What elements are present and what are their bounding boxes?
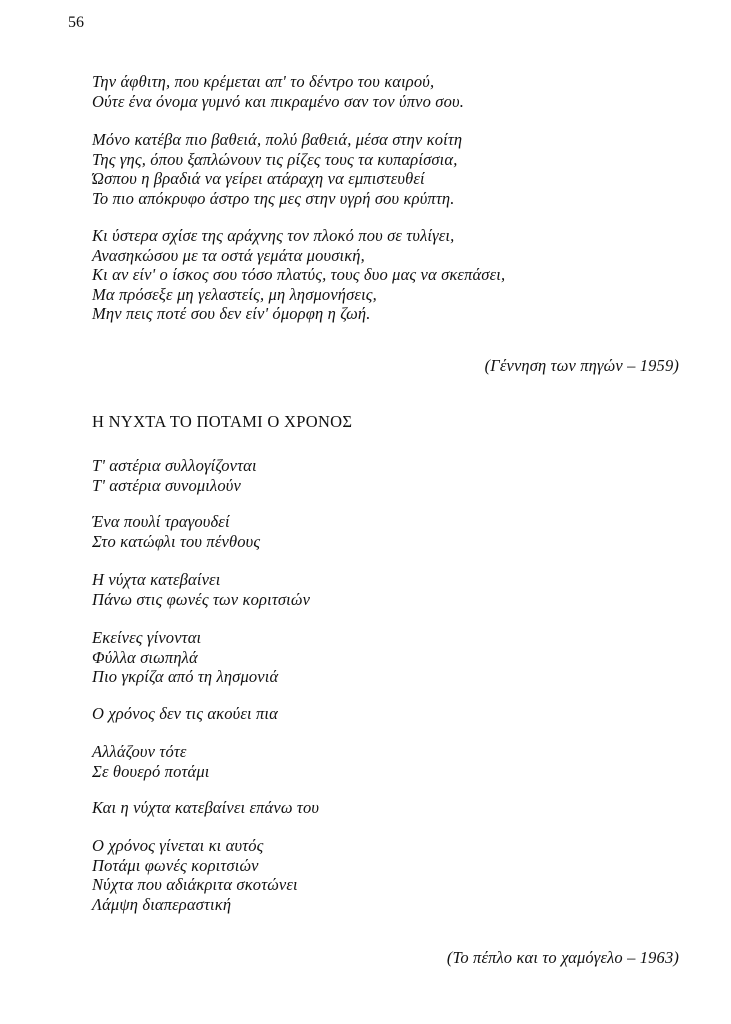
poem-line: Πιο γκρίζα από τη λησμονιά	[92, 667, 279, 686]
poem-line: Ποτάμι φωνές κοριτσιών	[92, 855, 259, 875]
poem-line: Και η νύχτα κατεβαίνει επάνω του	[92, 798, 320, 817]
poem-line: Σε θουερό ποτάμι	[92, 761, 210, 781]
poem1-stanza-3	[92, 226, 505, 324]
poem2-stanza-2	[92, 512, 260, 551]
poem1-stanza-2	[92, 130, 462, 208]
poem-line: Την άφθιτη, που κρέμεται απ' το δέντρο του καιρού,	[92, 72, 435, 91]
poem-line: Πάνω στις φωνές των κοριτσιών	[92, 589, 311, 609]
poem2-stanza-5	[92, 704, 278, 724]
poem-line: Νύχτα που αδιάκριτα σκοτώνει	[92, 875, 298, 894]
poem-line: Κι ύστερα σχίσε της αράχνης τον πλοκό που σε τυλίγει,	[92, 226, 455, 245]
page-number: 56	[68, 14, 84, 31]
poem-line: Ώσπου η βραδιά να γείρει ατάραχη να εμπιστευθεί	[92, 169, 425, 188]
poem-line: Τ' αστέρια συλλογίζονται	[92, 456, 257, 475]
poem2-stanza-1	[92, 456, 257, 495]
poem-line: Η νύχτα κατεβαίνει	[92, 570, 221, 589]
poem2-stanza-6	[92, 742, 210, 781]
poem-line: Ένα πουλί τραγουδεί	[92, 512, 230, 531]
poem-line: Ούτε ένα όνομα γυμνό και πικραμένο σαν τον ύπνο σου.	[92, 91, 464, 111]
poem-line: Στο κατώφλι του πένθους	[92, 531, 261, 551]
poem2-stanza-4	[92, 628, 278, 687]
poem-line: Μα πρόσεξε μη γελαστείς, μη λησμονήσεις,	[92, 284, 377, 304]
poem-line: Εκείνες γίνονται	[92, 628, 202, 647]
poem-line: Ο χρόνος γίνεται κι αυτός	[92, 836, 264, 855]
poem1-attribution: (Γέννηση των πηγών – 1959)	[484, 356, 679, 375]
poem2-stanza-7	[92, 798, 319, 818]
poem-line: Φύλλα σιωπηλά	[92, 647, 198, 667]
poem2-stanza-8	[92, 836, 298, 914]
poem-line: Ανασηκώσου με τα οστά γεμάτα μουσική,	[92, 245, 365, 265]
poem2-attribution: (Το πέπλο και το χαμόγελο – 1963)	[446, 948, 679, 967]
poem-title: Η ΝΥΧΤΑ ΤΟ ΠΟΤΑΜΙ Ο ΧΡΟΝΟΣ	[92, 412, 353, 431]
poem-line: Το πιο απόκρυφο άστρο της μες στην υγρή σου κρύπτη.	[92, 188, 455, 208]
poem-line: Λάμψη διαπεραστική	[92, 894, 232, 914]
poem-line: Αλλάζουν τότε	[92, 742, 187, 761]
poem-line: Ο χρόνος δεν τις ακούει πια	[92, 704, 278, 723]
poem-line: Μόνο κατέβα πιο βαθειά, πολύ βαθειά, μέσα στην κοίτη	[92, 130, 463, 149]
poem2-stanza-3	[92, 570, 310, 609]
poem1-stanza-1	[92, 72, 464, 111]
poem-line: Τ' αστέρια συνομιλούν	[92, 475, 241, 495]
poem-line: Της γης, όπου ξαπλώνουν τις ρίζες τους τα κυπαρίσσια,	[92, 149, 458, 169]
poem-line: Κι αν είν' ο ίσκος σου τόσο πλατύς, τους δυο μας να σκεπάσει,	[92, 265, 506, 284]
poem-line: Μην πεις ποτέ σου δεν είν' όμορφη η ζωή.	[92, 304, 371, 323]
